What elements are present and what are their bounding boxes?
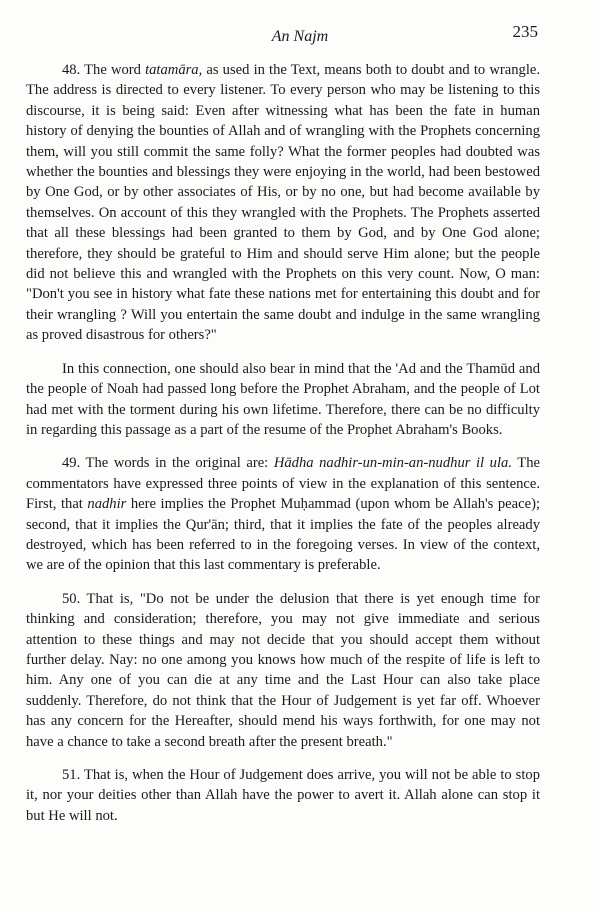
note-49-text-b: here implies the Prophet Muḥammad (upon whom be Allah's peace); second, that it implies the Qur'ān; third, that it implies the fate of the peoples already destroyed, which has been referred to in the foregoing verses. In view of the context, we are of the opinion that this last commentary is preferable. <box>26 496 541 574</box>
page-number: 235 <box>512 22 538 41</box>
page-header <box>0 20 600 44</box>
note-49 <box>26 453 540 575</box>
note-51 <box>26 765 540 826</box>
note-48-lead: 48. The word <box>62 62 146 78</box>
note-48-term: tatamāra, <box>145 62 203 78</box>
note-50-text: 50. That is, "Do not be under the delusion that there is yet enough time for thinking and consideration; therefore, you may not give immediate and serious attention to these things and may not decide that you should accept them without further delay. Nay: no one among you knows how much of the respite of life is left to him. Any one of you can die at any time and the Last Hour can also take place suddenly. Therefore, do not think that the Hour of Judgement is yet far off. Whoever has any concern for the Hereafter, should mend his ways forthwith, for one may not have a chance to take a second breath after the present breath." <box>26 590 540 750</box>
page-body <box>26 60 540 839</box>
note-48-text: as used in the Text, means both to doubt and to wrangle. The address is directed to every listener. To every person who may be listening to this discourse, it is being said: Even after witnessing what has been the fate in human history of denying the bounties of Allah and of wrangling with the Prophets concerning them, will you still commit the same folly? What the former peoples had doubted was whether the bounties and blessings they were enjoying in the world, had been bestowed by One God, or by other associates of His, or by no one, but had become available by themselves. On account of this they wrangled with the Prophets. The Prophets asserted that all these blessings had been granted to them by God, and by One God alone; therefore, they should be grateful to Him and should serve Him alone; but the people did not believe this and wrangled with the Prophets on this very count. Now, O man: "Don't you see in history what fate these nations met for entertaining this doubt and for their wrangling ? Will you entertain the same doubt and indulge in the same wrangling as proved disastrous for others?" <box>26 62 540 344</box>
note-49-lead: 49. The words in the original are: <box>62 455 274 472</box>
note-49-term: nadhir <box>87 496 127 513</box>
note-48 <box>26 60 540 346</box>
note-49-text-a: The commentators have expressed three points of view in the explanation of this sentence. First, that <box>26 455 540 513</box>
note-49-quote: Hādha nadhir-un-min-an-nudhur il ula. <box>273 455 512 472</box>
running-title: An Najm <box>271 28 329 45</box>
note-50 <box>26 589 540 752</box>
note-51-text: 51. That is, when the Hour of Judgement does arrive, you will not be able to stop it, nor your deities other than Allah have the power to avert it. Allah alone can stop it but He will not. <box>26 767 540 824</box>
note-48-continuation <box>26 359 540 441</box>
note-48-continuation-text: In this connection, one should also bear in mind that the 'Ad and the Thamūd and the people of Noah had passed long before the Prophet Abraham, and the people of Lot had met with the torment during his own lifetime. Therefore, there can be no difficulty in regarding this passage as a part of the resume of the Prophet Abraham's Books. <box>26 360 540 438</box>
